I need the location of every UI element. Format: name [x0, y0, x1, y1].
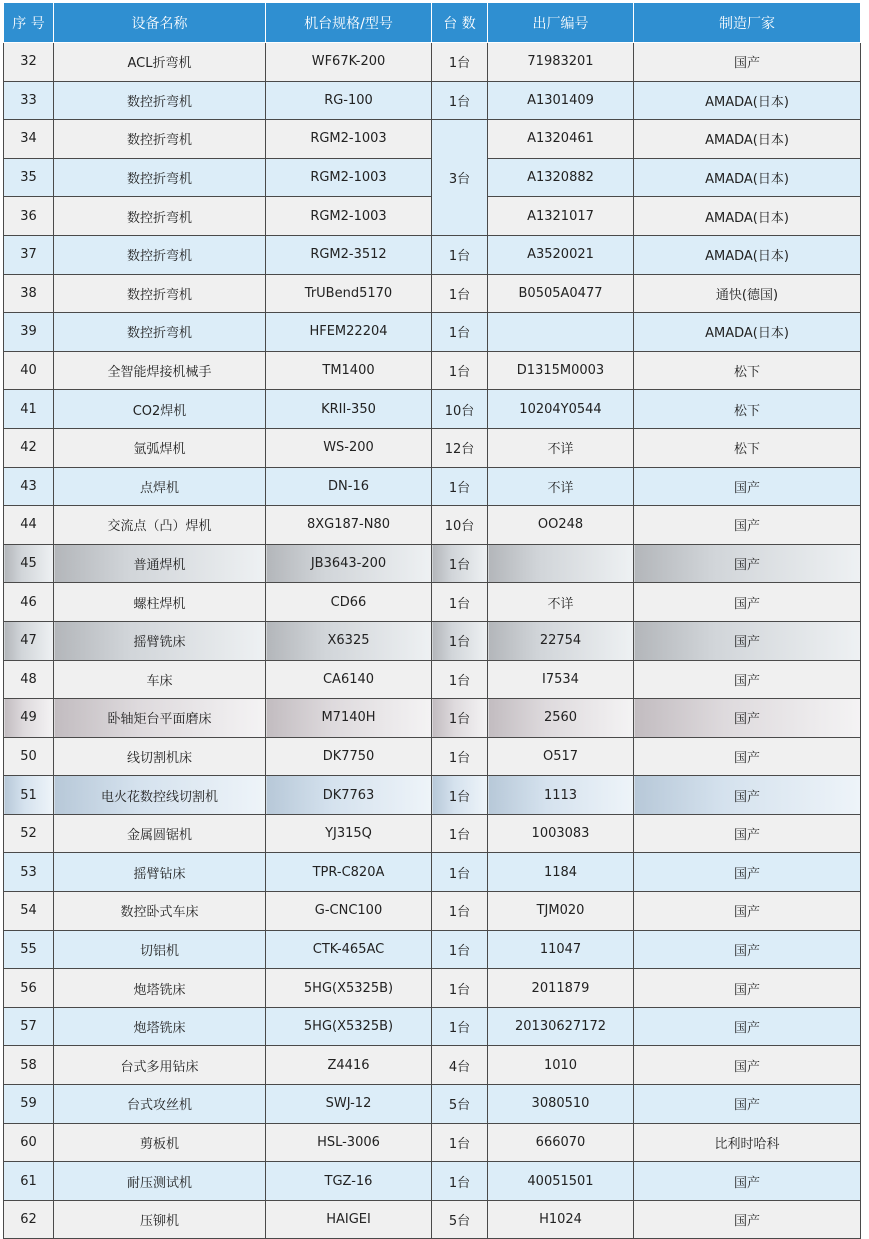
cell-maker: AMADA(日本): [634, 197, 861, 236]
cell-model: RG-100: [266, 81, 432, 120]
cell-serial: 1184: [488, 853, 634, 892]
cell-serial: 1113: [488, 776, 634, 815]
cell-no: 60: [4, 1123, 54, 1162]
cell-qty: 1台: [432, 351, 488, 390]
cell-no: 56: [4, 969, 54, 1008]
cell-serial: [488, 313, 634, 352]
cell-no: 47: [4, 621, 54, 660]
cell-name: 线切割机床: [54, 737, 266, 776]
cell-name: 压铆机: [54, 1200, 266, 1239]
table-row: [4, 1162, 861, 1201]
cell-serial: 22754: [488, 621, 634, 660]
cell-no: 55: [4, 930, 54, 969]
table-row: [4, 699, 861, 738]
cell-qty: 1台: [432, 660, 488, 699]
table-row: [4, 1123, 861, 1162]
cell-model: RGM2-1003: [266, 120, 432, 159]
cell-no: 36: [4, 197, 54, 236]
cell-model: G-CNC100: [266, 892, 432, 931]
header-maker: 制造厂家: [634, 3, 861, 43]
cell-model: RGM2-1003: [266, 197, 432, 236]
cell-maker: 国产: [634, 43, 861, 82]
table-row: [4, 892, 861, 931]
cell-maker: 国产: [634, 853, 861, 892]
cell-name: 数控折弯机: [54, 81, 266, 120]
cell-serial: [488, 544, 634, 583]
table-row: [4, 43, 861, 82]
cell-model: HSL-3006: [266, 1123, 432, 1162]
cell-no: 38: [4, 274, 54, 313]
table-header-row: [4, 3, 861, 43]
cell-maker: 国产: [634, 544, 861, 583]
cell-name: 金属圆锯机: [54, 814, 266, 853]
cell-model: X6325: [266, 621, 432, 660]
cell-qty: 1台: [432, 235, 488, 274]
cell-no: 61: [4, 1162, 54, 1201]
cell-qty: 1台: [432, 814, 488, 853]
cell-serial: 1010: [488, 1046, 634, 1085]
cell-serial: O517: [488, 737, 634, 776]
table-row: [4, 428, 861, 467]
equipment-table: [3, 2, 861, 1239]
table-row: [4, 351, 861, 390]
cell-serial: 2560: [488, 699, 634, 738]
cell-no: 46: [4, 583, 54, 622]
cell-model: RGM2-3512: [266, 235, 432, 274]
cell-name: 数控折弯机: [54, 313, 266, 352]
cell-maker: 国产: [634, 737, 861, 776]
cell-model: TM1400: [266, 351, 432, 390]
cell-name: 车床: [54, 660, 266, 699]
cell-maker: AMADA(日本): [634, 81, 861, 120]
table-row: [4, 969, 861, 1008]
cell-qty: 1台: [432, 43, 488, 82]
cell-model: CA6140: [266, 660, 432, 699]
table-row: [4, 660, 861, 699]
cell-qty: 1台: [432, 1162, 488, 1201]
cell-model: DK7750: [266, 737, 432, 776]
table-row: [4, 1046, 861, 1085]
header-no: 序 号: [4, 3, 54, 43]
table-row: [4, 1007, 861, 1046]
cell-name: 炮塔铣床: [54, 1007, 266, 1046]
table-row: [4, 120, 861, 159]
header-name: 设备名称: [54, 3, 266, 43]
cell-model: DK7763: [266, 776, 432, 815]
cell-name: 摇臂钻床: [54, 853, 266, 892]
cell-model: 8XG187-N80: [266, 506, 432, 545]
cell-maker: AMADA(日本): [634, 313, 861, 352]
cell-qty: 1台: [432, 1007, 488, 1046]
cell-qty: 1台: [432, 1123, 488, 1162]
cell-qty: 1台: [432, 930, 488, 969]
cell-maker: 国产: [634, 621, 861, 660]
cell-model: M7140H: [266, 699, 432, 738]
cell-name: 摇臂铣床: [54, 621, 266, 660]
cell-qty: 1台: [432, 737, 488, 776]
cell-model: WS-200: [266, 428, 432, 467]
cell-name: 全智能焊接机械手: [54, 351, 266, 390]
cell-serial: TJM020: [488, 892, 634, 931]
table-row: [4, 390, 861, 429]
cell-qty: 5台: [432, 1085, 488, 1124]
cell-maker: AMADA(日本): [634, 120, 861, 159]
cell-maker: 松下: [634, 351, 861, 390]
cell-model: CTK-465AC: [266, 930, 432, 969]
cell-serial: 不详: [488, 428, 634, 467]
cell-name: 数控卧式车床: [54, 892, 266, 931]
cell-serial: 40051501: [488, 1162, 634, 1201]
cell-no: 39: [4, 313, 54, 352]
cell-name: 炮塔铣床: [54, 969, 266, 1008]
cell-name: 数控折弯机: [54, 158, 266, 197]
cell-model: WF67K-200: [266, 43, 432, 82]
cell-no: 35: [4, 158, 54, 197]
cell-maker: AMADA(日本): [634, 158, 861, 197]
header-serial: 出厂编号: [488, 3, 634, 43]
cell-qty: 1台: [432, 544, 488, 583]
cell-no: 48: [4, 660, 54, 699]
cell-serial: B0505A0477: [488, 274, 634, 313]
cell-model: 5HG(X5325B): [266, 969, 432, 1008]
cell-maker: 国产: [634, 1162, 861, 1201]
cell-serial: A1301409: [488, 81, 634, 120]
cell-qty: 5台: [432, 1200, 488, 1239]
cell-name: 电火花数控线切割机: [54, 776, 266, 815]
cell-model: TPR-C820A: [266, 853, 432, 892]
cell-serial: 666070: [488, 1123, 634, 1162]
cell-no: 37: [4, 235, 54, 274]
cell-no: 32: [4, 43, 54, 82]
cell-name: 卧轴矩台平面磨床: [54, 699, 266, 738]
table-row: [4, 930, 861, 969]
cell-no: 51: [4, 776, 54, 815]
cell-name: CO2焊机: [54, 390, 266, 429]
table-row: [4, 467, 861, 506]
cell-qty: 1台: [432, 467, 488, 506]
cell-qty: 1台: [432, 274, 488, 313]
cell-serial: 不详: [488, 467, 634, 506]
cell-qty: 1台: [432, 699, 488, 738]
cell-serial: 11047: [488, 930, 634, 969]
cell-serial: 2011879: [488, 969, 634, 1008]
table-row: [4, 737, 861, 776]
cell-serial: I7534: [488, 660, 634, 699]
cell-no: 50: [4, 737, 54, 776]
table-row: [4, 506, 861, 545]
cell-name: 剪板机: [54, 1123, 266, 1162]
cell-name: ACL折弯机: [54, 43, 266, 82]
cell-name: 数控折弯机: [54, 235, 266, 274]
cell-no: 42: [4, 428, 54, 467]
cell-no: 58: [4, 1046, 54, 1085]
cell-no: 62: [4, 1200, 54, 1239]
cell-no: 41: [4, 390, 54, 429]
table-row: [4, 853, 861, 892]
cell-qty: 1台: [432, 892, 488, 931]
cell-maker: 国产: [634, 506, 861, 545]
table-body: [4, 43, 861, 1239]
cell-qty: 10台: [432, 390, 488, 429]
cell-no: 44: [4, 506, 54, 545]
table-row: [4, 235, 861, 274]
cell-no: 54: [4, 892, 54, 931]
cell-maker: 国产: [634, 660, 861, 699]
cell-model: RGM2-1003: [266, 158, 432, 197]
header-qty: 台 数: [432, 3, 488, 43]
table-row: [4, 814, 861, 853]
cell-qty: 1台: [432, 853, 488, 892]
table-row: [4, 1085, 861, 1124]
cell-model: Z4416: [266, 1046, 432, 1085]
cell-name: 交流点（凸）焊机: [54, 506, 266, 545]
cell-qty: 1台: [432, 583, 488, 622]
cell-maker: 国产: [634, 892, 861, 931]
cell-serial: 10204Y0544: [488, 390, 634, 429]
cell-no: 34: [4, 120, 54, 159]
cell-name: 氩弧焊机: [54, 428, 266, 467]
table-row: [4, 274, 861, 313]
cell-no: 57: [4, 1007, 54, 1046]
cell-model: TrUBend5170: [266, 274, 432, 313]
cell-qty: 4台: [432, 1046, 488, 1085]
cell-name: 台式多用钻床: [54, 1046, 266, 1085]
cell-no: 45: [4, 544, 54, 583]
cell-name: 螺柱焊机: [54, 583, 266, 622]
cell-qty: 1台: [432, 776, 488, 815]
cell-model: TGZ-16: [266, 1162, 432, 1201]
cell-no: 49: [4, 699, 54, 738]
cell-name: 普通焊机: [54, 544, 266, 583]
cell-model: HFEM22204: [266, 313, 432, 352]
cell-maker: 国产: [634, 1046, 861, 1085]
cell-model: SWJ-12: [266, 1085, 432, 1124]
cell-model: CD66: [266, 583, 432, 622]
table-row: [4, 81, 861, 120]
cell-qty: 3台: [432, 120, 488, 236]
cell-no: 40: [4, 351, 54, 390]
cell-serial: A1320882: [488, 158, 634, 197]
cell-maker: 国产: [634, 467, 861, 506]
cell-qty: 1台: [432, 621, 488, 660]
cell-maker: 国产: [634, 930, 861, 969]
cell-serial: 不详: [488, 583, 634, 622]
cell-no: 33: [4, 81, 54, 120]
cell-serial: 1003083: [488, 814, 634, 853]
cell-name: 台式攻丝机: [54, 1085, 266, 1124]
cell-maker: 国产: [634, 583, 861, 622]
cell-model: DN-16: [266, 467, 432, 506]
cell-name: 数控折弯机: [54, 197, 266, 236]
cell-model: JB3643-200: [266, 544, 432, 583]
cell-model: HAIGEI: [266, 1200, 432, 1239]
cell-no: 53: [4, 853, 54, 892]
cell-serial: OO248: [488, 506, 634, 545]
cell-serial: A1321017: [488, 197, 634, 236]
cell-serial: 3080510: [488, 1085, 634, 1124]
cell-serial: 20130627172: [488, 1007, 634, 1046]
cell-maker: 比利时哈科: [634, 1123, 861, 1162]
cell-qty: 10台: [432, 506, 488, 545]
table-row: [4, 621, 861, 660]
cell-maker: 国产: [634, 699, 861, 738]
cell-qty: 1台: [432, 969, 488, 1008]
cell-serial: A1320461: [488, 120, 634, 159]
table-row: [4, 544, 861, 583]
cell-model: YJ315Q: [266, 814, 432, 853]
cell-maker: 松下: [634, 428, 861, 467]
cell-maker: 松下: [634, 390, 861, 429]
cell-serial: 71983201: [488, 43, 634, 82]
cell-maker: 国产: [634, 814, 861, 853]
cell-maker: 国产: [634, 1085, 861, 1124]
table-row: [4, 583, 861, 622]
cell-name: 数控折弯机: [54, 120, 266, 159]
table-row: [4, 776, 861, 815]
cell-qty: 1台: [432, 81, 488, 120]
cell-serial: H1024: [488, 1200, 634, 1239]
table-row: [4, 313, 861, 352]
cell-qty: 12台: [432, 428, 488, 467]
cell-model: 5HG(X5325B): [266, 1007, 432, 1046]
cell-no: 43: [4, 467, 54, 506]
cell-name: 点焊机: [54, 467, 266, 506]
cell-maker: 国产: [634, 776, 861, 815]
cell-name: 耐压测试机: [54, 1162, 266, 1201]
cell-serial: A3520021: [488, 235, 634, 274]
cell-name: 数控折弯机: [54, 274, 266, 313]
cell-no: 52: [4, 814, 54, 853]
cell-no: 59: [4, 1085, 54, 1124]
cell-qty: 1台: [432, 313, 488, 352]
cell-maker: 通快(德国): [634, 274, 861, 313]
cell-maker: 国产: [634, 969, 861, 1008]
header-model: 机台规格/型号: [266, 3, 432, 43]
cell-name: 切铝机: [54, 930, 266, 969]
cell-maker: 国产: [634, 1007, 861, 1046]
cell-maker: 国产: [634, 1200, 861, 1239]
cell-maker: AMADA(日本): [634, 235, 861, 274]
table-row: [4, 1200, 861, 1239]
cell-model: KRII-350: [266, 390, 432, 429]
cell-serial: D1315M0003: [488, 351, 634, 390]
